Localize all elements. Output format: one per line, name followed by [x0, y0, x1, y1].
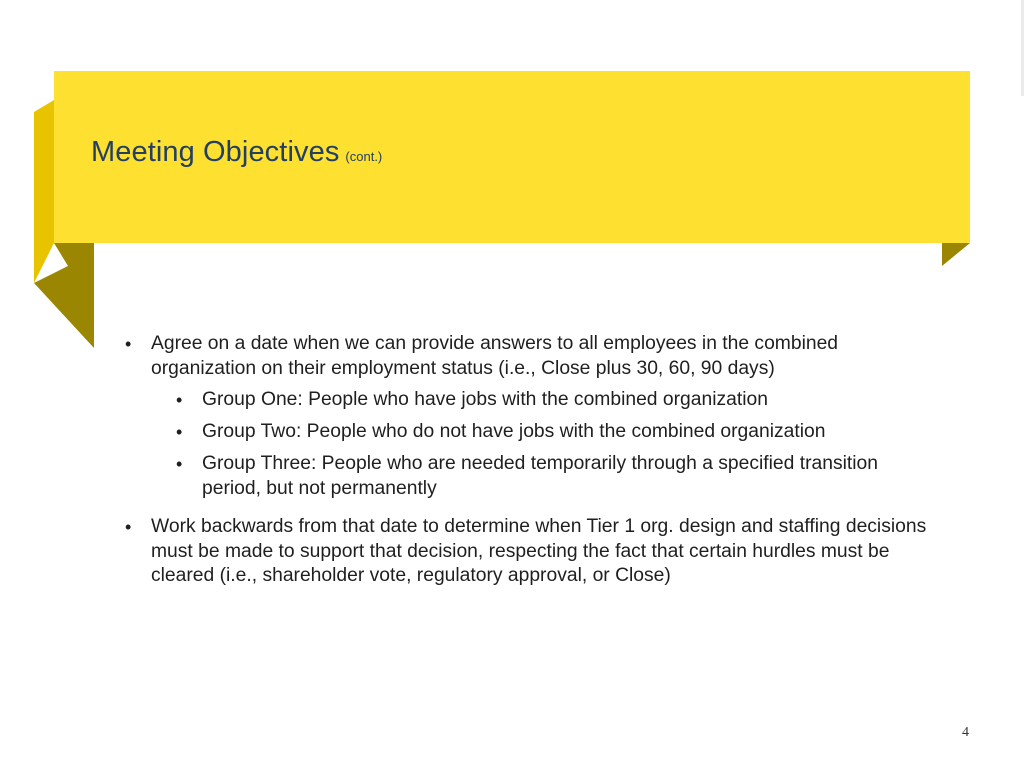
- page-number: 4: [962, 725, 969, 740]
- bullet-dot-icon: •: [176, 422, 183, 442]
- title-suffix: (cont.): [345, 149, 383, 164]
- bullet-dot-icon: •: [125, 334, 132, 354]
- bullet-dot-icon: •: [125, 517, 132, 537]
- bullet-text: Agree on a date when we can provide answers to all employees in the combined organization on their employment status (i.e., Close plus 30, 60, 90 days): [151, 333, 839, 379]
- title-main: Meeting Objectives: [91, 136, 340, 168]
- bullet-dot-icon: •: [176, 390, 183, 410]
- sub-bullet-text: Group Three: People who are needed temporarily through a specified transition period, but not permanently: [202, 453, 878, 499]
- sub-bullet-text: Group Two: People who do not have jobs with the combined organization: [202, 421, 826, 442]
- bullet-dot-icon: •: [176, 454, 183, 474]
- bullet-text: Work backwards from that date to determine when Tier 1 org. design and staffing decisions must be made to support that decision, respecting the fact that certain hurdles must be cleared (i.e., shareholder vote, regulatory approval, or Close): [151, 516, 927, 586]
- sub-bullet-text: Group One: People who have jobs with the combined organization: [202, 389, 768, 410]
